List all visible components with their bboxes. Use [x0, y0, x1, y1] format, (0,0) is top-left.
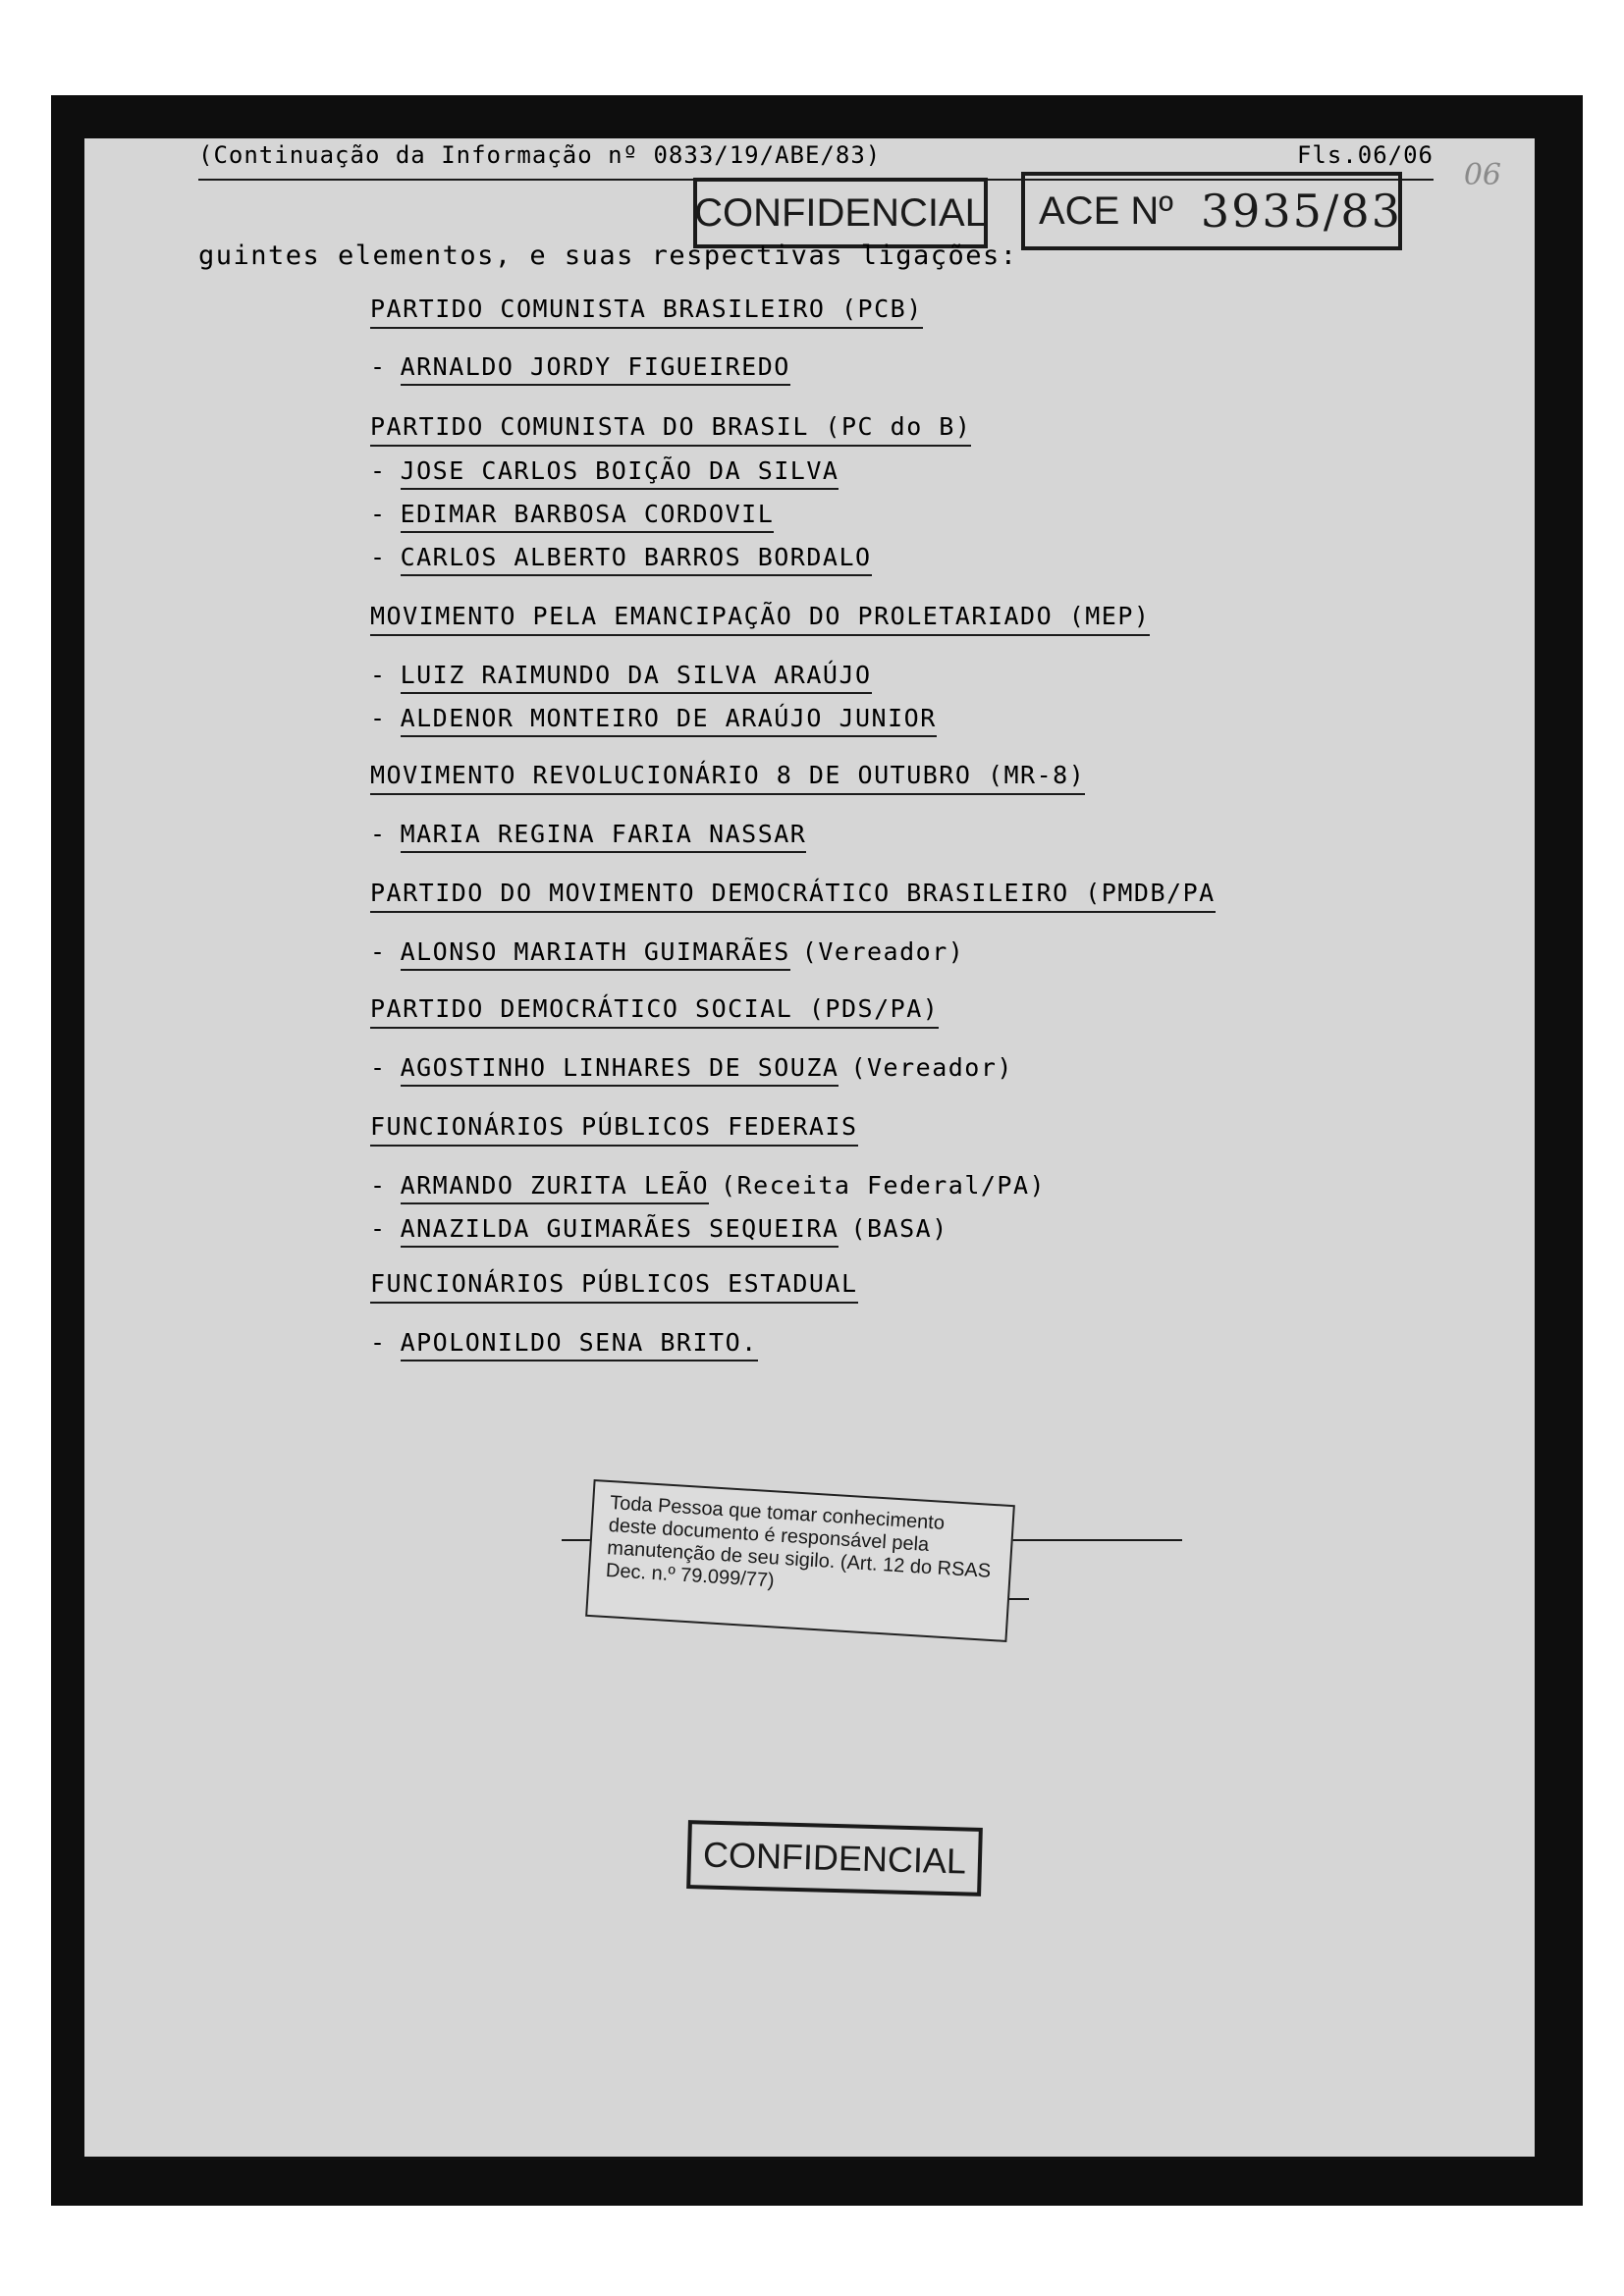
org-heading: FUNCIONÁRIOS PÚBLICOS ESTADUAL [370, 1269, 858, 1298]
member-line: - APOLONILDO SENA BRITO. [370, 1328, 758, 1357]
intro-text: guintes elementos, e suas respectivas ligações: [198, 240, 1018, 271]
confidential-stamp-bottom: CONFIDENCIAL [686, 1820, 983, 1896]
corner-page-mark: 06 [1463, 158, 1501, 192]
member-line: - ARMANDO ZURITA LEÃO (Receita Federal/PA) [370, 1171, 1046, 1200]
member-line: - MARIA REGINA FARIA NASSAR [370, 820, 806, 848]
member-line: - EDIMAR BARBOSA CORDOVIL [370, 500, 774, 528]
member-line: - LUIZ RAIMUNDO DA SILVA ARAÚJO [370, 661, 872, 689]
ace-number-stamp [1021, 172, 1402, 250]
org-heading: MOVIMENTO PELA EMANCIPAÇÃO DO PROLETARIADO (MEP) [370, 602, 1150, 630]
confidential-stamp-top: CONFIDENCIAL [693, 178, 988, 248]
ace-number: 3935/83 [1200, 185, 1402, 238]
member-line: - JOSE CARLOS BOIÇÃO DA SILVA [370, 456, 839, 485]
member-line: - ANAZILDA GUIMARÃES SEQUEIRA (BASA) [370, 1214, 948, 1243]
org-heading: MOVIMENTO REVOLUCIONÁRIO 8 DE OUTUBRO (MR-8) [370, 761, 1085, 789]
document-body [198, 240, 1396, 1357]
member-line: - CARLOS ALBERTO BARROS BORDALO [370, 543, 872, 571]
member-line: - ARNALDO JORDY FIGUEIREDO [370, 352, 790, 381]
secrecy-notice-stamp: Toda Pessoa que tomar conhecimento deste documento é responsável pela manutenção de seu sigilo. (Art. 12 do RSAS Dec. n.º 79.099/77) [585, 1479, 1015, 1642]
org-heading: PARTIDO DO MOVIMENTO DEMOCRÁTICO BRASILEIRO (PMDB/PA [370, 879, 1216, 907]
org-heading: FUNCIONÁRIOS PÚBLICOS FEDERAIS [370, 1112, 858, 1141]
member-line: - AGOSTINHO LINHARES DE SOUZA (Vereador) [370, 1053, 1013, 1082]
org-heading: PARTIDO DEMOCRÁTICO SOCIAL (PDS/PA) [370, 994, 939, 1023]
document-header [198, 139, 1434, 181]
header-page-number: Fls.06/06 [1296, 141, 1434, 169]
ace-label: ACE Nº [1039, 188, 1173, 233]
member-line: - ALDENOR MONTEIRO DE ARAÚJO JUNIOR [370, 704, 937, 732]
member-line: - ALONSO MARIATH GUIMARÃES (Vereador) [370, 937, 964, 966]
org-heading: PARTIDO COMUNISTA BRASILEIRO (PCB) [370, 294, 923, 323]
header-reference: (Continuação da Informação nº 0833/19/ABE/83) [198, 141, 882, 169]
org-heading: PARTIDO COMUNISTA DO BRASIL (PC do B) [370, 412, 971, 441]
